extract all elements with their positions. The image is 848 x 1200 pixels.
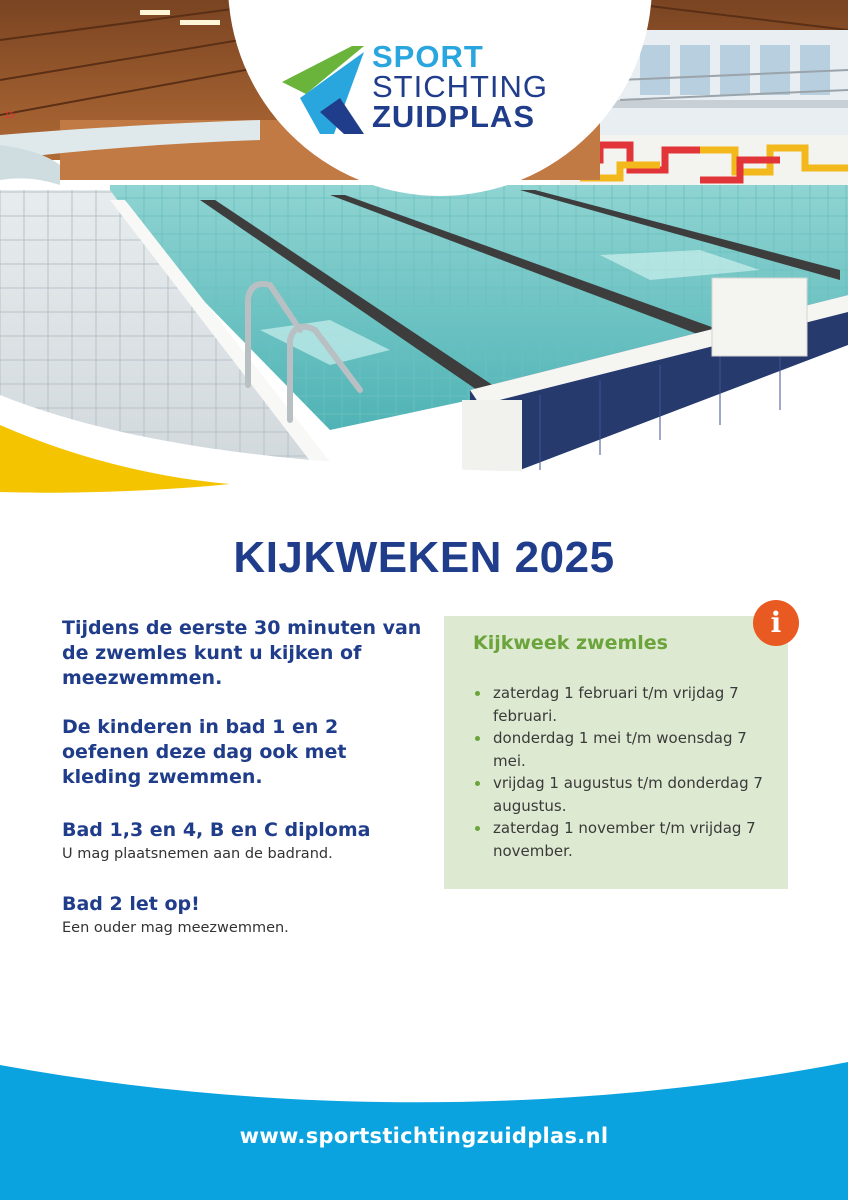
logo-line-sport: SPORT [372, 39, 484, 74]
website-link[interactable]: www.sportstichtingzuidplas.nl [239, 1124, 609, 1148]
info-box [444, 616, 788, 889]
logo-line-zuidplas: ZUIDPLAS [372, 99, 535, 134]
date-list-item: zaterdag 1 februari t/m vrijdag 7 februari. [473, 682, 773, 727]
logo-mark-icon [282, 42, 368, 134]
section-text-bad-1-3-4: U mag plaatsnemen aan de badrand. [62, 846, 333, 862]
footer-band [0, 1040, 848, 1200]
info-box-title: Kijkweek zwemles [473, 632, 668, 654]
logo [372, 39, 549, 134]
info-icon: i [753, 600, 799, 646]
date-list-item: donderdag 1 mei t/m woensdag 7 mei. [473, 727, 773, 772]
section-text-bad-2: Een ouder mag meezwemmen. [62, 920, 289, 936]
date-list-item: zaterdag 1 november t/m vrijdag 7 november. [473, 817, 773, 862]
date-list-item: vrijdag 1 augustus t/m donderdag 7 augustus. [473, 772, 773, 817]
section-heading-bad-1-3-4: Bad 1,3 en 4, B en C diploma [62, 819, 371, 841]
page-title: KIJKWEKEN 2025 [233, 533, 615, 582]
date-list [473, 682, 773, 862]
left-column [62, 616, 422, 938]
intro-paragraph-2: De kinderen in bad 1 en 2 oefenen deze dag ook met kleding zwemmen. [62, 716, 347, 788]
scoreboard-digits: 15 [4, 111, 15, 121]
section-heading-bad-2: Bad 2 let op! [62, 893, 200, 915]
logo-line-stichting: STICHTING [372, 69, 549, 104]
intro-paragraph-1: Tijdens de eerste 30 minuten van de zwemles kunt u kijken of meezwemmen. [62, 617, 422, 689]
